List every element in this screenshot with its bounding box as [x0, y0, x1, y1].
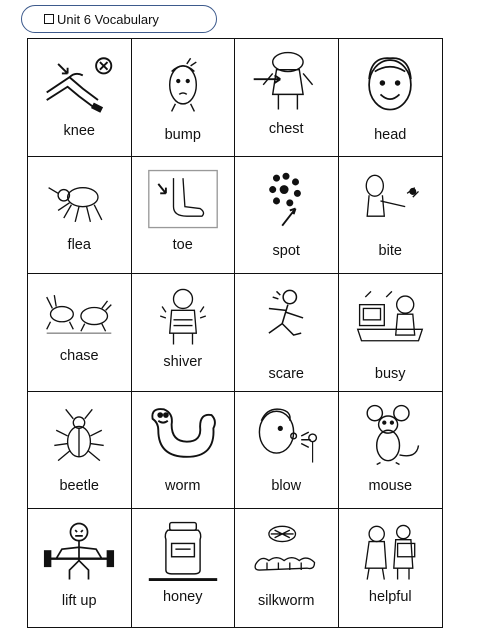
shiver-icon — [142, 282, 225, 352]
vocab-word: worm — [165, 477, 201, 494]
vocab-card — [339, 157, 443, 275]
vocab-word: mouse — [368, 477, 413, 494]
bite-icon — [349, 165, 433, 235]
vocab-card — [28, 157, 132, 275]
vocab-word: chest — [268, 121, 304, 137]
vocab-word: head — [374, 127, 407, 143]
vocab-word: flea — [67, 236, 91, 253]
vocab-word: blow — [271, 477, 302, 494]
vocab-card — [339, 39, 443, 157]
silkworm-icon — [245, 517, 328, 587]
vocab-card — [339, 274, 443, 392]
chest-icon — [245, 47, 328, 117]
vocab-card — [28, 509, 132, 627]
vocab-word: bump — [164, 127, 201, 143]
vocab-card — [132, 392, 236, 510]
helpful-icon — [349, 517, 433, 587]
knee-icon — [38, 47, 121, 117]
vocab-card — [235, 509, 339, 627]
vocab-word: chase — [59, 348, 99, 365]
toe-icon — [142, 165, 225, 235]
vocab-word: honey — [162, 589, 203, 606]
busy-icon — [349, 282, 433, 352]
vocab-card — [132, 509, 236, 627]
vocab-card — [235, 39, 339, 157]
vocab-word: lift up — [61, 593, 97, 610]
vocab-card — [132, 157, 236, 275]
vocabulary-grid — [27, 38, 443, 628]
honey-icon — [142, 517, 225, 587]
vocab-card — [235, 157, 339, 275]
vocab-card — [28, 392, 132, 510]
vocab-card — [132, 39, 236, 157]
vocab-word: silkworm — [258, 593, 315, 610]
worm-icon — [142, 400, 225, 470]
vocab-card — [235, 392, 339, 510]
vocab-word: bite — [378, 242, 402, 259]
vocab-card — [28, 274, 132, 392]
vocab-word: toe — [172, 236, 193, 253]
lift-up-icon — [38, 517, 121, 587]
checkbox-icon — [44, 14, 54, 24]
flea-icon — [38, 165, 121, 235]
chase-icon — [38, 282, 121, 352]
beetle-icon — [38, 400, 121, 470]
vocab-card — [132, 274, 236, 392]
vocab-card — [339, 509, 443, 627]
vocab-word: spot — [272, 242, 300, 259]
spot-icon — [245, 165, 328, 235]
vocab-word: busy — [374, 366, 406, 383]
page-title — [21, 5, 217, 33]
vocab-word: helpful — [368, 589, 412, 606]
vocab-word: beetle — [59, 477, 99, 494]
vocab-word: shiver — [163, 354, 203, 371]
vocab-word: scare — [268, 366, 304, 383]
mouse-icon — [349, 400, 433, 470]
scare-icon — [245, 282, 328, 352]
bump-icon — [142, 47, 225, 117]
vocab-card — [339, 392, 443, 510]
vocab-card — [235, 274, 339, 392]
page-title-text: Unit 6 Vocabulary — [57, 11, 159, 27]
vocab-card — [28, 39, 132, 157]
head-icon — [349, 47, 433, 117]
blow-icon — [245, 400, 328, 470]
vocab-word: knee — [63, 123, 95, 139]
